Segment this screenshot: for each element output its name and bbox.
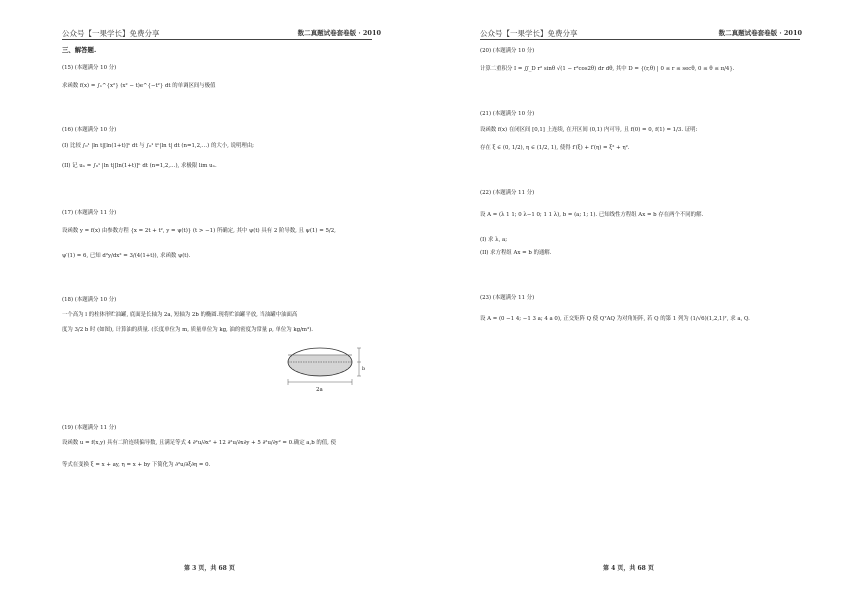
q22-line1: 设 A = (λ 1 1; 0 λ−1 0; 1 1 λ), b = (a; 1; 1). 已知线性方程组 Ax = b 存在两个不同的解.	[480, 212, 704, 218]
q16-part-ii: (II) 记 uₙ = ∫₀¹ |ln t|[ln(1+t)]ⁿ dt (n=1,2,…), 求极限 lim uₙ.	[62, 163, 217, 169]
page-footer: 第 4 页，共 68 页	[603, 565, 654, 572]
q19-line2: 等式在变换 ξ = x + ay, η = x + by 下简化为 ∂²u/∂ξ∂η = 0.	[62, 462, 211, 468]
header-rule	[62, 39, 372, 40]
q23-line1: 设 A = (0 −1 4; −1 3 a; 4 a 0), 正交矩阵 Q 使 QᵀAQ 为对角矩阵, 若 Q 的第 1 列为 (1/√6)(1,2,1)ᵀ, 求 a, Q.	[480, 316, 750, 322]
page-header-left: 公众号【一果学长】免费分享	[480, 29, 578, 38]
q20-body: 计算二重积分 I = ∬_D r² sinθ √(1 − r²cos2θ) dr dθ, 其中 D = {(r,θ) | 0 ≤ r ≤ secθ, 0 ≤ θ ≤ π/4}.	[480, 66, 735, 72]
q16-heading: (16) (本题满分 10 分)	[62, 127, 117, 133]
q18-line2: 度为 3/2 b 时 (如图), 计算油的质量. (长度单位为 m, 质量单位为 kg, 油的密度为常量 ρ, 单位为 kg/m³).	[62, 327, 314, 333]
page-header-left: 公众号【一果学长】免费分享	[62, 29, 160, 38]
q19-heading: (19) (本题满分 11 分)	[62, 425, 117, 431]
q20-heading: (20) (本题满分 10 分)	[480, 48, 535, 54]
page-header-right: 数二真题试卷套卷版 · 2010	[718, 29, 802, 37]
q23-heading: (23) (本题满分 11 分)	[480, 295, 535, 301]
q17-heading: (17) (本题满分 11 分)	[62, 210, 117, 216]
q16-part-i: (I) 比较 ∫₀¹ |ln t|[ln(1+t)]ⁿ dt 与 ∫₀¹ tⁿ|ln t| dt (n=1,2,…) 的大小, 说明理由;	[62, 143, 254, 149]
q15-body: 求函数 f(x) = ∫₁^{x²} (x² − t)e^{−t²} dt 的单调区间与极值	[62, 83, 216, 89]
q22-part-ii: (II) 求方程组 Ax = b 的通解.	[480, 250, 552, 256]
q22-part-i: (I) 求 λ, a;	[480, 237, 508, 243]
q17-line2: ψ′(1) = 6, 已知 d²y/dx² = 3/(4(1+t)), 求函数 ψ(t).	[62, 253, 191, 259]
oil-tank-ellipse-figure	[282, 342, 372, 394]
q15-heading: (15) (本题满分 10 分)	[62, 65, 117, 71]
exam-page-4	[421, 0, 842, 596]
q21-line2: 存在 ξ ∈ (0, 1/2), η ∈ (1/2, 1), 使得 f′(ξ) + f′(η) = ξ² + η².	[480, 145, 630, 151]
page-footer: 第 3 页，共 68 页	[184, 565, 235, 572]
q18-heading: (18) (本题满分 10 分)	[62, 297, 117, 303]
q21-line1: 设函数 f(x) 在闭区间 [0,1] 上连续, 在开区间 (0,1) 内可导, 且 f(0) = 0, f(1) = 1/3. 证明:	[480, 127, 698, 133]
section-title: 三、解答题.	[62, 46, 97, 54]
q19-line1: 设函数 u = f(x,y) 具有二阶连续偏导数, 且满足等式 4 ∂²u/∂x² + 12 ∂²u/∂x∂y + 5 ∂²u/∂y² = 0.确定 a,b 的值, 使	[62, 440, 336, 446]
header-rule	[480, 39, 800, 40]
q17-line1: 设函数 y = f(x) 由参数方程 {x = 2t + t², y = ψ(t)} (t > −1) 所确定, 其中 ψ(t) 具有 2 阶导数, 且 ψ(1) = 5/2,	[62, 228, 336, 234]
q18-line1: 一个高为 l 的柱体形贮油罐, 底面是长轴为 2a, 短轴为 2b 的椭圆.现将贮油罐平放, 当油罐中油面高	[62, 312, 298, 318]
label-2a: 2a	[316, 387, 323, 393]
label-b: b	[362, 366, 366, 372]
q22-heading: (22) (本题满分 11 分)	[480, 190, 535, 196]
q21-heading: (21) (本题满分 10 分)	[480, 111, 535, 117]
page-header-right: 数二真题试卷套卷版 · 2010	[297, 29, 381, 37]
